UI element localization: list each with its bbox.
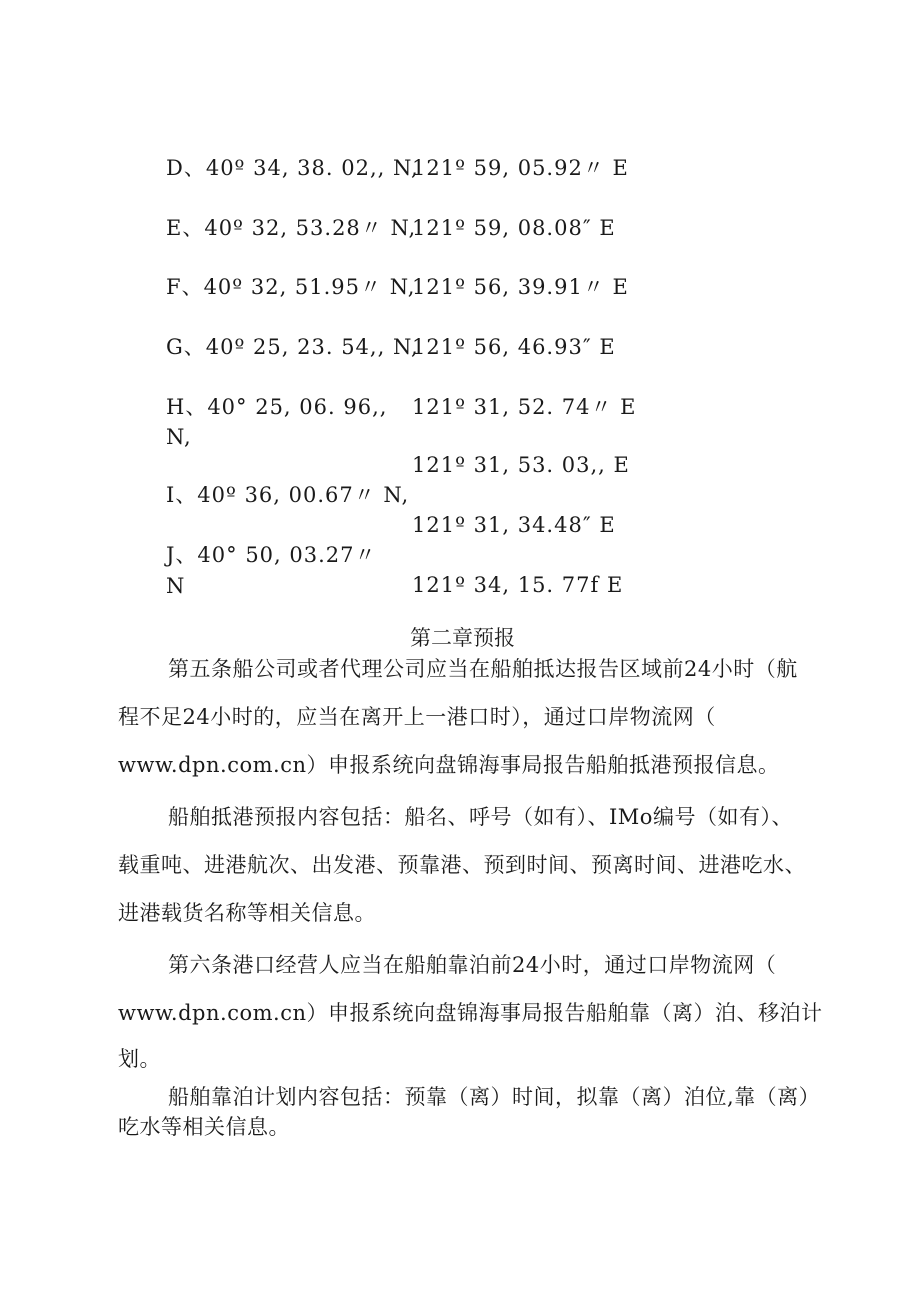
para2-line3: 进港载货名称等相关信息。 (118, 901, 376, 925)
para2-line2: 载重吨、进港航次、出发港、预靠港、预到时间、预离时间、进港吃水、 (118, 853, 806, 877)
coord-j-lon: 121º 34, 15. 77f E (412, 573, 624, 597)
coord-i-lat: I、40º 36, 00.67〃 N, (166, 483, 410, 507)
coord-i-lon-preceding: 121º 31, 53. 03,, E (412, 453, 630, 477)
para1-line3: www.dpn.com.cn）申报系统向盘锦海事局报告船舶抵港预报信息。 (118, 753, 780, 777)
coord-f-lon: 121º 56, 39.91〃 E (412, 275, 629, 299)
para2-line1: 船舶抵港预报内容包括：船名、呼号（如有）、IMo编号（如有）、 (168, 805, 793, 829)
para3-line1: 第六条港口经营人应当在船舶靠泊前24小时，通过口岸物流网（ (168, 953, 777, 977)
para4-line2: 吃水等相关信息。 (118, 1115, 290, 1139)
coord-h-lat: H、40° 25, 06. 96,, (166, 395, 388, 419)
para3-line3: 划。 (118, 1047, 161, 1071)
coord-g-lat: G、40º 25, 23. 54,, N, (166, 335, 419, 359)
coord-d-lat: D、40º 34, 38. 02,, N, (166, 156, 419, 180)
para4-line1: 船舶靠泊计划内容包括：预靠（离）时间，拟靠（离）泊位,靠（离） (168, 1085, 821, 1109)
coord-j-lat-continued: N (166, 574, 185, 598)
para1-line1: 第五条船公司或者代理公司应当在船舶抵达报告区域前24小时（航 (168, 657, 798, 681)
para1-line2: 程不足24小时的，应当在离开上一港口时），通过口岸物流网（ (118, 705, 716, 729)
coord-d-lon: 121º 59, 05.92〃 E (412, 156, 629, 180)
coord-j-lat: J、40° 50, 03.27〃 (166, 543, 377, 567)
coord-h-lat-continued: N, (166, 425, 192, 449)
section-heading-clipped (410, 626, 520, 650)
coord-e-lon: 121º 59, 08.08″ E (412, 216, 616, 240)
coord-g-lon: 121º 56, 46.93″ E (412, 335, 616, 359)
coord-h-lon: 121º 31, 52. 74〃 E (412, 395, 637, 419)
coord-e-lat: E、40º 32, 53.28〃 N, (166, 216, 417, 240)
coord-j-lat-continued-clipped (166, 574, 185, 598)
para3-line2: www.dpn.com.cn）申报系统向盘锦海事局报告船舶靠（离）泊、移泊计 (118, 1001, 823, 1025)
coord-f-lat: F、40º 32, 51.95〃 N, (166, 275, 416, 299)
coord-i-lon: 121º 31, 34.48″ E (412, 513, 616, 537)
section-heading: 第二章预报 (410, 626, 515, 650)
